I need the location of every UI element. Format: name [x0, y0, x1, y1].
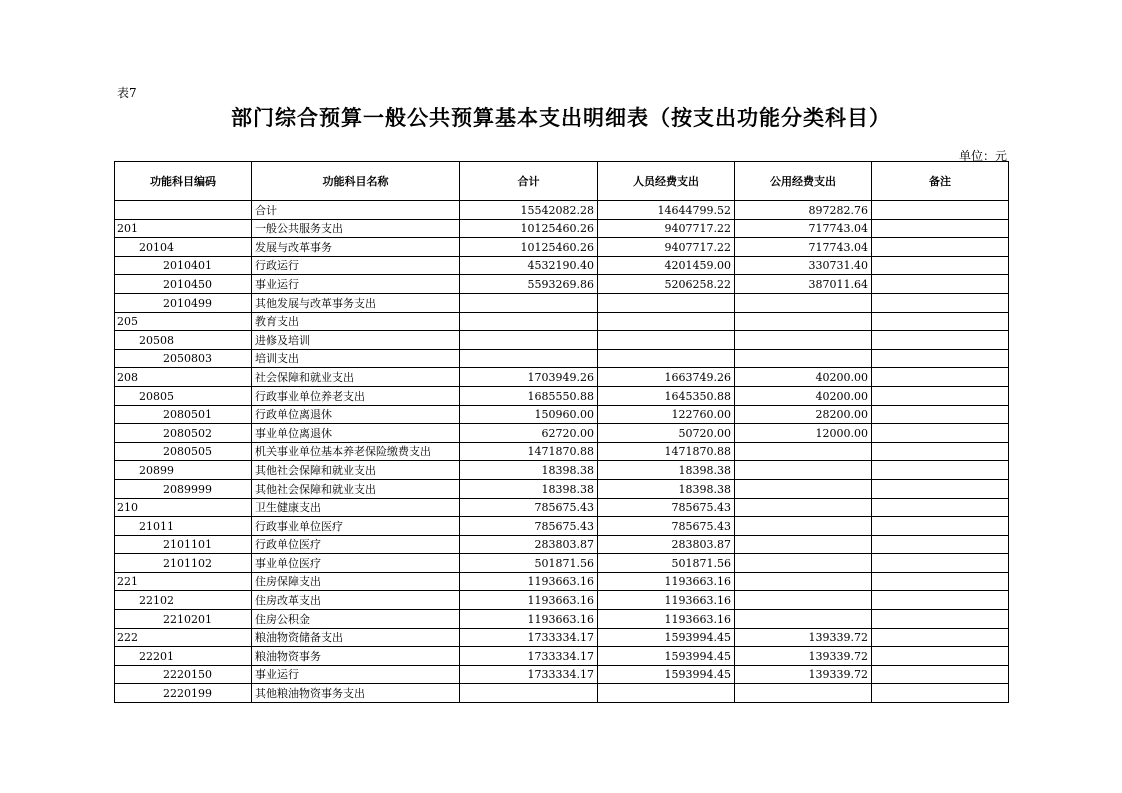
- cell-personnel: 18398.38: [598, 479, 735, 498]
- cell-note: [872, 442, 1009, 461]
- cell-note: [872, 331, 1009, 350]
- cell-name: 行政运行: [252, 256, 460, 275]
- cell-name: 住房改革支出: [252, 591, 460, 610]
- cell-total: 785675.43: [460, 498, 598, 517]
- cell-personnel: 785675.43: [598, 517, 735, 536]
- cell-code: 201: [115, 219, 252, 238]
- cell-note: [872, 275, 1009, 294]
- cell-total: 785675.43: [460, 517, 598, 536]
- cell-code: 22201: [115, 647, 252, 666]
- cell-public: [735, 479, 872, 498]
- cell-name: 卫生健康支出: [252, 498, 460, 517]
- cell-personnel: [598, 293, 735, 312]
- cell-note: [872, 386, 1009, 405]
- cell-note: [872, 554, 1009, 573]
- cell-total: 150960.00: [460, 405, 598, 424]
- cell-name: 进修及培训: [252, 331, 460, 350]
- cell-total: 501871.56: [460, 554, 598, 573]
- cell-public: 717743.04: [735, 238, 872, 257]
- cell-code: 2080502: [115, 424, 252, 443]
- cell-name: 事业单位医疗: [252, 554, 460, 573]
- header-note: 备注: [872, 162, 1009, 201]
- cell-note: [872, 591, 1009, 610]
- table-row: [115, 312, 1009, 331]
- cell-code: [115, 201, 252, 220]
- cell-public: [735, 591, 872, 610]
- cell-personnel: 50720.00: [598, 424, 735, 443]
- cell-personnel: 122760.00: [598, 405, 735, 424]
- cell-code: 2010401: [115, 256, 252, 275]
- table-row: [115, 647, 1009, 666]
- header-code: 功能科目编码: [115, 162, 252, 201]
- cell-name: 社会保障和就业支出: [252, 368, 460, 387]
- header-total: 合计: [460, 162, 598, 201]
- cell-code: 20508: [115, 331, 252, 350]
- cell-note: [872, 517, 1009, 536]
- cell-name: 发展与改革事务: [252, 238, 460, 257]
- cell-note: [872, 684, 1009, 703]
- cell-note: [872, 572, 1009, 591]
- cell-public: 330731.40: [735, 256, 872, 275]
- cell-code: 2010499: [115, 293, 252, 312]
- cell-name: 事业单位离退休: [252, 424, 460, 443]
- cell-public: [735, 349, 872, 368]
- cell-public: [735, 572, 872, 591]
- cell-public: 717743.04: [735, 219, 872, 238]
- cell-code: 20899: [115, 461, 252, 480]
- table-row: [115, 517, 1009, 536]
- cell-personnel: 1593994.45: [598, 647, 735, 666]
- cell-personnel: 1471870.88: [598, 442, 735, 461]
- cell-code: 208: [115, 368, 252, 387]
- cell-note: [872, 628, 1009, 647]
- cell-code: 20104: [115, 238, 252, 257]
- cell-name: 住房保障支出: [252, 572, 460, 591]
- cell-personnel: [598, 331, 735, 350]
- table-header-row: [115, 162, 1009, 201]
- cell-name: 一般公共服务支出: [252, 219, 460, 238]
- table-row: [115, 256, 1009, 275]
- cell-code: 2220150: [115, 665, 252, 684]
- cell-name: 粮油物资事务: [252, 647, 460, 666]
- cell-public: [735, 610, 872, 629]
- cell-name: 教育支出: [252, 312, 460, 331]
- cell-note: [872, 535, 1009, 554]
- cell-code: 22102: [115, 591, 252, 610]
- cell-name: 培训支出: [252, 349, 460, 368]
- table-row: [115, 535, 1009, 554]
- cell-code: 2101102: [115, 554, 252, 573]
- cell-personnel: 1593994.45: [598, 665, 735, 684]
- cell-total: [460, 331, 598, 350]
- cell-name: 其他社会保障和就业支出: [252, 461, 460, 480]
- table-row: [115, 684, 1009, 703]
- cell-note: [872, 349, 1009, 368]
- cell-personnel: 1593994.45: [598, 628, 735, 647]
- cell-name: 事业运行: [252, 665, 460, 684]
- cell-code: 2220199: [115, 684, 252, 703]
- cell-total: 10125460.26: [460, 238, 598, 257]
- cell-total: 1703949.26: [460, 368, 598, 387]
- cell-note: [872, 368, 1009, 387]
- cell-name: 事业运行: [252, 275, 460, 294]
- cell-note: [872, 461, 1009, 480]
- cell-note: [872, 256, 1009, 275]
- cell-total: 15542082.28: [460, 201, 598, 220]
- cell-personnel: [598, 684, 735, 703]
- page-title: 部门综合预算一般公共预算基本支出明细表（按支出功能分类科目）: [231, 106, 891, 130]
- cell-public: [735, 535, 872, 554]
- cell-public: [735, 442, 872, 461]
- cell-code: 2080505: [115, 442, 252, 461]
- cell-note: [872, 238, 1009, 257]
- cell-total: 18398.38: [460, 461, 598, 480]
- cell-name: 机关事业单位基本养老保险缴费支出: [252, 442, 460, 461]
- cell-total: 1733334.17: [460, 628, 598, 647]
- unit-label: 单位：元: [958, 149, 1007, 163]
- cell-personnel: 4201459.00: [598, 256, 735, 275]
- table-row: [115, 201, 1009, 220]
- cell-public: 387011.64: [735, 275, 872, 294]
- cell-note: [872, 647, 1009, 666]
- table-row: [115, 479, 1009, 498]
- cell-total: 1193663.16: [460, 591, 598, 610]
- cell-personnel: 785675.43: [598, 498, 735, 517]
- table-row: [115, 442, 1009, 461]
- table-row: [115, 275, 1009, 294]
- table-number: 表7: [117, 86, 137, 100]
- cell-code: 222: [115, 628, 252, 647]
- cell-name: 其他发展与改革事务支出: [252, 293, 460, 312]
- cell-name: 行政单位医疗: [252, 535, 460, 554]
- table-body: [115, 201, 1009, 703]
- table-row: [115, 293, 1009, 312]
- table-row: [115, 238, 1009, 257]
- table-row: [115, 665, 1009, 684]
- cell-note: [872, 498, 1009, 517]
- table-row: [115, 386, 1009, 405]
- cell-code: 2089999: [115, 479, 252, 498]
- cell-personnel: 5206258.22: [598, 275, 735, 294]
- cell-total: 10125460.26: [460, 219, 598, 238]
- cell-public: 139339.72: [735, 628, 872, 647]
- cell-name: 其他粮油物资事务支出: [252, 684, 460, 703]
- cell-name: 合计: [252, 201, 460, 220]
- cell-personnel: 9407717.22: [598, 219, 735, 238]
- cell-total: 1685550.88: [460, 386, 598, 405]
- cell-total: [460, 293, 598, 312]
- cell-name: 其他社会保障和就业支出: [252, 479, 460, 498]
- cell-code: 2101101: [115, 535, 252, 554]
- cell-public: 28200.00: [735, 405, 872, 424]
- cell-public: 897282.76: [735, 201, 872, 220]
- cell-note: [872, 405, 1009, 424]
- table-row: [115, 219, 1009, 238]
- cell-public: 139339.72: [735, 665, 872, 684]
- cell-public: 12000.00: [735, 424, 872, 443]
- cell-total: [460, 312, 598, 331]
- cell-total: [460, 684, 598, 703]
- table-row: [115, 572, 1009, 591]
- cell-public: [735, 684, 872, 703]
- cell-code: 2010450: [115, 275, 252, 294]
- cell-public: [735, 293, 872, 312]
- cell-name: 住房公积金: [252, 610, 460, 629]
- cell-note: [872, 293, 1009, 312]
- cell-public: 40200.00: [735, 386, 872, 405]
- cell-total: 1193663.16: [460, 572, 598, 591]
- cell-total: 1193663.16: [460, 610, 598, 629]
- cell-total: 5593269.86: [460, 275, 598, 294]
- cell-total: 1733334.17: [460, 647, 598, 666]
- table-row: [115, 498, 1009, 517]
- cell-name: 粮油物资储备支出: [252, 628, 460, 647]
- cell-note: [872, 219, 1009, 238]
- cell-note: [872, 665, 1009, 684]
- cell-name: 行政事业单位养老支出: [252, 386, 460, 405]
- table-row: [115, 628, 1009, 647]
- cell-note: [872, 479, 1009, 498]
- cell-personnel: 18398.38: [598, 461, 735, 480]
- cell-public: [735, 517, 872, 536]
- cell-code: 2050803: [115, 349, 252, 368]
- cell-public: [735, 461, 872, 480]
- cell-personnel: 14644799.52: [598, 201, 735, 220]
- cell-personnel: 1193663.16: [598, 591, 735, 610]
- cell-personnel: 1193663.16: [598, 572, 735, 591]
- header-public: 公用经费支出: [735, 162, 872, 201]
- budget-table: [114, 161, 1009, 703]
- cell-personnel: 1663749.26: [598, 368, 735, 387]
- cell-public: [735, 554, 872, 573]
- table-row: [115, 368, 1009, 387]
- cell-personnel: 1645350.88: [598, 386, 735, 405]
- cell-code: 21011: [115, 517, 252, 536]
- table-row: [115, 424, 1009, 443]
- cell-personnel: 1193663.16: [598, 610, 735, 629]
- cell-name: 行政单位离退休: [252, 405, 460, 424]
- cell-public: [735, 312, 872, 331]
- cell-personnel: [598, 349, 735, 368]
- table-row: [115, 591, 1009, 610]
- table-row: [115, 331, 1009, 350]
- cell-code: 2080501: [115, 405, 252, 424]
- table-row: [115, 461, 1009, 480]
- cell-public: [735, 498, 872, 517]
- cell-total: 1471870.88: [460, 442, 598, 461]
- cell-total: 1733334.17: [460, 665, 598, 684]
- cell-public: [735, 331, 872, 350]
- cell-code: 205: [115, 312, 252, 331]
- cell-total: [460, 349, 598, 368]
- cell-public: 139339.72: [735, 647, 872, 666]
- header-name: 功能科目名称: [252, 162, 460, 201]
- cell-total: 18398.38: [460, 479, 598, 498]
- cell-code: 221: [115, 572, 252, 591]
- cell-personnel: [598, 312, 735, 331]
- cell-personnel: 283803.87: [598, 535, 735, 554]
- cell-public: 40200.00: [735, 368, 872, 387]
- cell-code: 20805: [115, 386, 252, 405]
- cell-personnel: 9407717.22: [598, 238, 735, 257]
- cell-code: 2210201: [115, 610, 252, 629]
- header-personnel: 人员经费支出: [598, 162, 735, 201]
- table-row: [115, 610, 1009, 629]
- table-row: [115, 554, 1009, 573]
- cell-total: 4532190.40: [460, 256, 598, 275]
- cell-personnel: 501871.56: [598, 554, 735, 573]
- cell-name: 行政事业单位医疗: [252, 517, 460, 536]
- table-row: [115, 349, 1009, 368]
- cell-note: [872, 424, 1009, 443]
- cell-total: 283803.87: [460, 535, 598, 554]
- cell-code: 210: [115, 498, 252, 517]
- cell-note: [872, 201, 1009, 220]
- cell-note: [872, 610, 1009, 629]
- table-row: [115, 405, 1009, 424]
- cell-note: [872, 312, 1009, 331]
- cell-total: 62720.00: [460, 424, 598, 443]
